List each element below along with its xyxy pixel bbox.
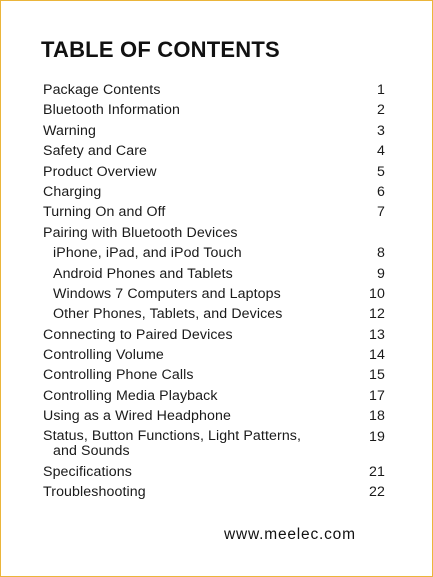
toc-entry-page: 18 [369,408,385,425]
toc-entry [43,164,393,184]
toc-entry-label: Status, Button Functions, Light Patterns, [43,427,302,444]
toc-entry-label: Package Contents [43,82,161,98]
toc-entry-page: 14 [369,347,385,364]
toc-entry-label: Using as a Wired Headphone [43,408,231,425]
toc-entry-page: 10 [369,285,385,302]
toc-entry-page: 1 [377,82,385,98]
toc-entry-label: Troubleshooting [43,484,146,501]
toc-entry-label: Bluetooth Information [43,102,180,119]
toc-entry-page: 6 [377,183,385,200]
toc-entry-label: Warning [43,122,97,139]
toc-entry [43,184,393,204]
toc-entry-label-continued: and Sounds [53,443,130,460]
toc-entry-label: Windows 7 Computers and Laptops [53,285,281,302]
toc-title: TABLE OF CONTENTS [41,37,280,62]
toc-entry-page: 3 [377,122,385,139]
toc-entry-label: Pairing with Bluetooth Devices [43,224,238,241]
toc-entry [43,367,393,387]
toc-entry-label: Controlling Volume [43,347,164,364]
toc-entry-label: Other Phones, Tablets, and Devices [53,306,283,323]
website-url: www.meelec.com [224,526,356,543]
toc-entry-label: Turning On and Off [43,204,166,221]
toc-entry-label: Charging [43,183,102,200]
toc-entry-page: 8 [377,245,385,262]
toc-entry-label: Controlling Media Playback [43,387,218,404]
toc-entry-page: 7 [377,204,385,221]
toc-entry [43,327,393,347]
toc-list [43,82,393,504]
toc-entry [43,429,393,464]
toc-entry [43,347,393,367]
toc-entry-label: Android Phones and Tablets [53,265,233,282]
toc-entry-page: 4 [377,143,385,160]
toc-entry [43,143,393,163]
toc-entry [43,464,393,484]
toc-entry-label: Product Overview [43,163,157,180]
toc-subentry [43,286,393,306]
toc-subentry [43,245,393,265]
toc-entry-label: Connecting to Paired Devices [43,326,233,343]
toc-entry [43,388,393,408]
toc-entry-page: 13 [369,326,385,343]
toc-entry [43,204,393,224]
toc-entry [43,123,393,143]
toc-entry-page: 15 [369,367,385,384]
toc-entry [43,484,393,504]
toc-subentry [43,266,393,286]
toc-entry-label: Controlling Phone Calls [43,367,194,384]
toc-entry-page: 21 [369,463,385,480]
toc-subentry [43,306,393,326]
toc-entry-label: iPhone, iPad, and iPod Touch [53,245,242,262]
toc-entry [43,82,393,102]
toc-entry [43,102,393,122]
toc-entry-page: 22 [369,484,385,501]
toc-entry-label: Safety and Care [43,143,148,160]
toc-entry-page: 19 [369,428,385,445]
toc-entry-page: 9 [377,265,385,282]
toc-entry-page: 2 [377,102,385,119]
toc-entry-label: Specifications [43,463,132,480]
toc-entry-page: 17 [369,387,385,404]
toc-entry-page: 5 [377,163,385,180]
toc-entry-page: 12 [369,306,385,323]
toc-section-heading [43,225,393,245]
toc-entry [43,408,393,428]
